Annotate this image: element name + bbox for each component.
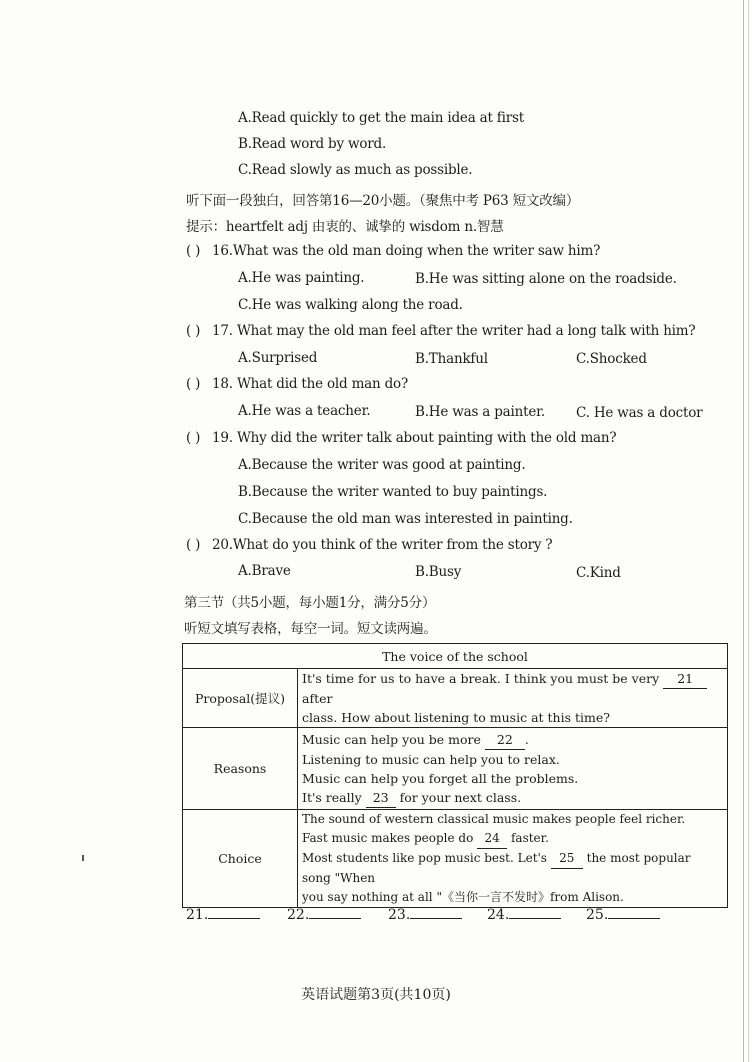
q20-option-a: A.Brave (238, 563, 291, 579)
choice-text: Most students like pop music best. Let's (302, 851, 547, 865)
question-18 (186, 376, 408, 392)
answer-line[interactable] (608, 906, 660, 919)
scan-edge-outer (748, 0, 749, 1062)
reasons-cell (298, 728, 728, 810)
q18-option-a: A.He was a teacher. (238, 403, 371, 419)
question-text: 17. What may the old man feel after the writer had a long talk with him? (212, 323, 696, 339)
answer-25 (586, 906, 660, 923)
answer-line[interactable] (309, 906, 361, 919)
question-text: 20.What do you think of the writer from the story ? (212, 537, 553, 553)
answer-paren[interactable]: ( ) (186, 376, 201, 392)
reasons-text: Music can help you forget all the problems. (302, 770, 579, 786)
q18-option-b: B.He was a painter. (415, 404, 546, 420)
blank-24[interactable]: 24 (477, 829, 507, 849)
answer-paren[interactable]: ( ) (186, 323, 201, 339)
section-instruction: 听下面一段独白，回答第16—20小题。（聚焦中考 P63 短文改编） (186, 193, 580, 209)
q16-option-b: B.He was sitting alone on the roadside. (415, 271, 677, 287)
q19-option-a: A.Because the writer was good at painting. (238, 457, 526, 473)
fill-in-table (182, 643, 728, 908)
question-20 (186, 537, 552, 553)
q16-option-a: A.He was painting. (238, 270, 365, 286)
section-3-instruction: 听短文填写表格，每空一词。短文读两遍。 (184, 621, 437, 637)
reasons-label: Reasons (183, 728, 298, 810)
proposal-text: It's time for us to have a break. I think you must be very (302, 671, 660, 686)
question-19 (186, 430, 616, 446)
proposal-label: Proposal(提议) (183, 669, 298, 728)
question-16 (186, 243, 600, 259)
blank-23[interactable]: 23 (366, 788, 396, 808)
section-3-title: 第三节（共5小题，每小题1分，满分5分） (184, 595, 436, 611)
blank-21[interactable]: 21 (663, 669, 707, 689)
answer-number: 21. (186, 907, 209, 923)
choice-cell (298, 810, 728, 908)
answer-21 (186, 906, 260, 923)
q17-option-c: C.Shocked (576, 351, 647, 367)
prev-option-c: C.Read slowly as much as possible. (238, 162, 473, 178)
choice-text: the most popular song "When (302, 851, 691, 885)
q18-option-c: C. He was a doctor (576, 405, 703, 421)
reasons-text: Music can help you be more (302, 731, 481, 747)
q17-option-a: A.Surprised (238, 350, 318, 366)
q19-option-c: C.Because the old man was interested in painting. (238, 511, 573, 527)
proposal-text: after (302, 691, 333, 706)
q20-option-b: B.Busy (415, 564, 462, 580)
reasons-text: . (524, 731, 529, 747)
answer-paren[interactable]: ( ) (186, 243, 201, 259)
q20-option-c: C.Kind (576, 565, 621, 581)
table-heading: The voice of the school (183, 644, 728, 669)
q19-option-b: B.Because the writer wanted to buy paintings. (238, 484, 548, 500)
answer-number: 22. (287, 907, 310, 923)
answer-line[interactable] (208, 906, 260, 919)
proposal-text: class. How about listening to music at this time? (302, 710, 610, 725)
scan-speck (82, 855, 84, 861)
q16-option-c: C.He was walking along the road. (238, 297, 463, 313)
answer-number: 24. (487, 907, 510, 923)
answer-number: 23. (388, 907, 411, 923)
answer-line[interactable] (410, 906, 462, 919)
question-text: 16.What was the old man doing when the writer saw him? (212, 243, 601, 259)
prev-option-b: B.Read word by word. (238, 136, 387, 152)
q17-option-b: B.Thankful (415, 351, 488, 367)
choice-text: The sound of western classical music makes people feel richer. (302, 812, 686, 826)
blank-22[interactable]: 22 (485, 730, 525, 750)
prev-option-a: A.Read quickly to get the main idea at first (238, 110, 524, 126)
answer-23 (388, 906, 462, 923)
reasons-text: It's really (302, 789, 362, 805)
choice-text: faster. (510, 831, 549, 845)
vocab-hint: 提示：heartfelt adj 由衷的、诚挚的 wisdom n.智慧 (186, 219, 504, 235)
answer-paren[interactable]: ( ) (186, 537, 201, 553)
question-text: 18. What did the old man do? (212, 376, 409, 392)
choice-text: Fast music makes people do (302, 831, 474, 845)
reasons-text: Listening to music can help you to relax. (302, 751, 560, 767)
question-text: 19. Why did the writer talk about painting with the old man? (212, 430, 617, 446)
proposal-cell (298, 669, 728, 728)
scan-edge (743, 0, 744, 1062)
choice-text: you say nothing at all "《当你一言不发时》from Alison. (302, 890, 624, 904)
answer-line[interactable] (509, 906, 561, 919)
answer-number: 25. (586, 907, 609, 923)
reasons-text: for your next class. (399, 789, 522, 805)
answer-22 (287, 906, 361, 923)
choice-label: Choice (183, 810, 298, 908)
page-footer: 英语试题第3页(共10页) (301, 987, 451, 1003)
question-17 (186, 323, 695, 339)
answer-24 (487, 906, 561, 923)
answer-paren[interactable]: ( ) (186, 430, 201, 446)
blank-25[interactable]: 25 (551, 849, 583, 869)
